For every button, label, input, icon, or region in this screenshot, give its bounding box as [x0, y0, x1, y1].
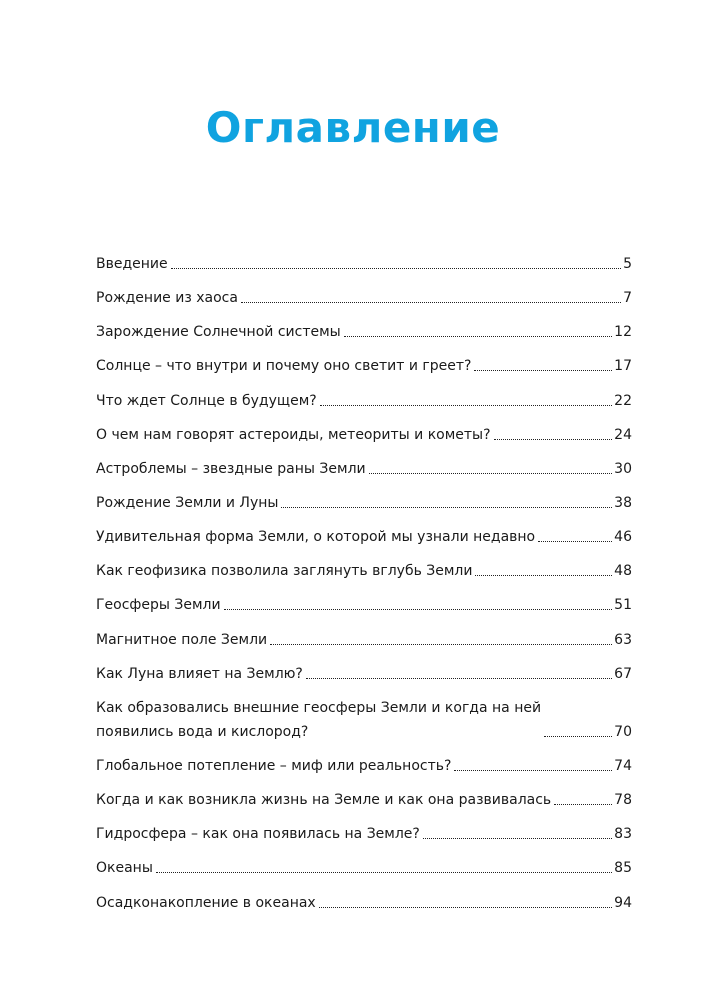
toc-entry[interactable] — [96, 822, 634, 846]
toc-entry-page: 17 — [614, 358, 632, 375]
toc-entry-title: Геосферы Земли — [96, 597, 221, 614]
toc-entry[interactable] — [96, 252, 634, 276]
dot-leader — [270, 644, 612, 645]
toc-entry-title: Что ждет Солнце в будущем? — [96, 392, 317, 409]
dot-leader — [475, 575, 612, 576]
toc-entry-page: 12 — [614, 324, 632, 341]
toc-entry-title: Удивительная форма Земли, о которой мы узнали недавно — [96, 529, 536, 546]
toc-entry-page: 51 — [614, 597, 632, 614]
toc-entry[interactable] — [96, 559, 634, 583]
toc-entry-page: 46 — [614, 529, 632, 546]
dot-leader — [306, 678, 612, 679]
table-of-contents — [96, 252, 634, 925]
toc-entry[interactable] — [96, 856, 634, 880]
dot-leader — [320, 405, 612, 406]
toc-entry-title: Глобальное потепление – миф или реальность? — [96, 757, 452, 774]
dot-leader — [454, 770, 612, 771]
toc-entry-title: Когда и как возникла жизнь на Земле и как она развивалась — [96, 792, 552, 809]
dot-leader — [474, 370, 612, 371]
dot-leader — [241, 302, 621, 303]
toc-entry[interactable] — [96, 320, 634, 344]
dot-leader — [344, 336, 612, 337]
toc-entry-title: Зарождение Солнечной системы — [96, 324, 341, 341]
dot-leader — [423, 838, 612, 839]
toc-entry-page: 63 — [614, 631, 632, 648]
toc-entry-title: Введение — [96, 256, 168, 272]
toc-entry-page: 22 — [614, 392, 632, 409]
toc-entry-title: Рождение Земли и Луны — [96, 494, 279, 511]
dot-leader — [281, 507, 612, 508]
toc-entry-title: Океаны — [96, 860, 153, 877]
dot-leader — [494, 439, 613, 440]
page-title: Оглавление — [205, 103, 501, 152]
dot-leader — [369, 473, 613, 474]
toc-entry[interactable] — [96, 696, 634, 744]
toc-entry-page: 24 — [614, 426, 632, 443]
toc-entry-page: 38 — [614, 494, 632, 511]
toc-entry[interactable] — [96, 457, 634, 481]
toc-entry-title: Осадконакопление в океанах — [96, 894, 316, 911]
toc-entry[interactable] — [96, 286, 634, 310]
toc-entry-page: 78 — [614, 792, 632, 809]
toc-entry-title: Солнце – что внутри и почему оно светит и греет? — [96, 358, 472, 375]
toc-entry-title: Астроблемы – звездные раны Земли — [96, 460, 366, 477]
dot-leader — [319, 907, 612, 908]
toc-entry[interactable] — [96, 593, 634, 617]
toc-entry[interactable] — [96, 525, 634, 549]
toc-entry-page: 48 — [614, 563, 632, 580]
toc-entry-page: 74 — [614, 757, 632, 774]
toc-entry[interactable] — [96, 628, 634, 652]
toc-entry-page: 94 — [614, 894, 632, 911]
toc-entry-title: Как образовались внешние геосферы Земли и когда на ней — [96, 699, 542, 716]
toc-entry[interactable] — [96, 662, 634, 686]
toc-entry-page: 83 — [614, 826, 632, 843]
toc-entry-page: 30 — [614, 460, 632, 477]
toc-entry-page: 5 — [623, 256, 632, 272]
dot-leader — [224, 609, 613, 610]
toc-entry[interactable] — [96, 354, 634, 378]
toc-entry-title-continued: появились вода и кислород? — [96, 723, 309, 740]
toc-entry-title: Как Луна влияет на Землю? — [96, 665, 303, 682]
toc-entry[interactable] — [96, 754, 634, 778]
dot-leader — [171, 268, 621, 269]
dot-leader — [554, 804, 612, 805]
dot-leader — [544, 736, 612, 737]
toc-entry-page: 70 — [614, 723, 632, 740]
toc-entry-title: Как геофизика позволила заглянуть вглубь Земли — [96, 563, 473, 580]
toc-entry-title: Гидросфера – как она появилась на Земле? — [96, 826, 420, 843]
toc-entry-page: 85 — [614, 860, 632, 877]
dot-leader — [156, 872, 612, 873]
toc-entry-title: О чем нам говорят астероиды, метеориты и кометы? — [96, 426, 491, 443]
toc-entry[interactable] — [96, 389, 634, 413]
toc-entry[interactable] — [96, 788, 634, 812]
toc-entry-title: Магнитное поле Земли — [96, 631, 268, 648]
toc-entry[interactable] — [96, 491, 634, 515]
dot-leader — [538, 541, 612, 542]
toc-entry-page: 67 — [614, 665, 632, 682]
toc-entry-page: 7 — [623, 290, 632, 307]
toc-entry[interactable] — [96, 423, 634, 447]
toc-entry[interactable] — [96, 891, 634, 915]
toc-entry-title: Рождение из хаоса — [96, 290, 238, 307]
